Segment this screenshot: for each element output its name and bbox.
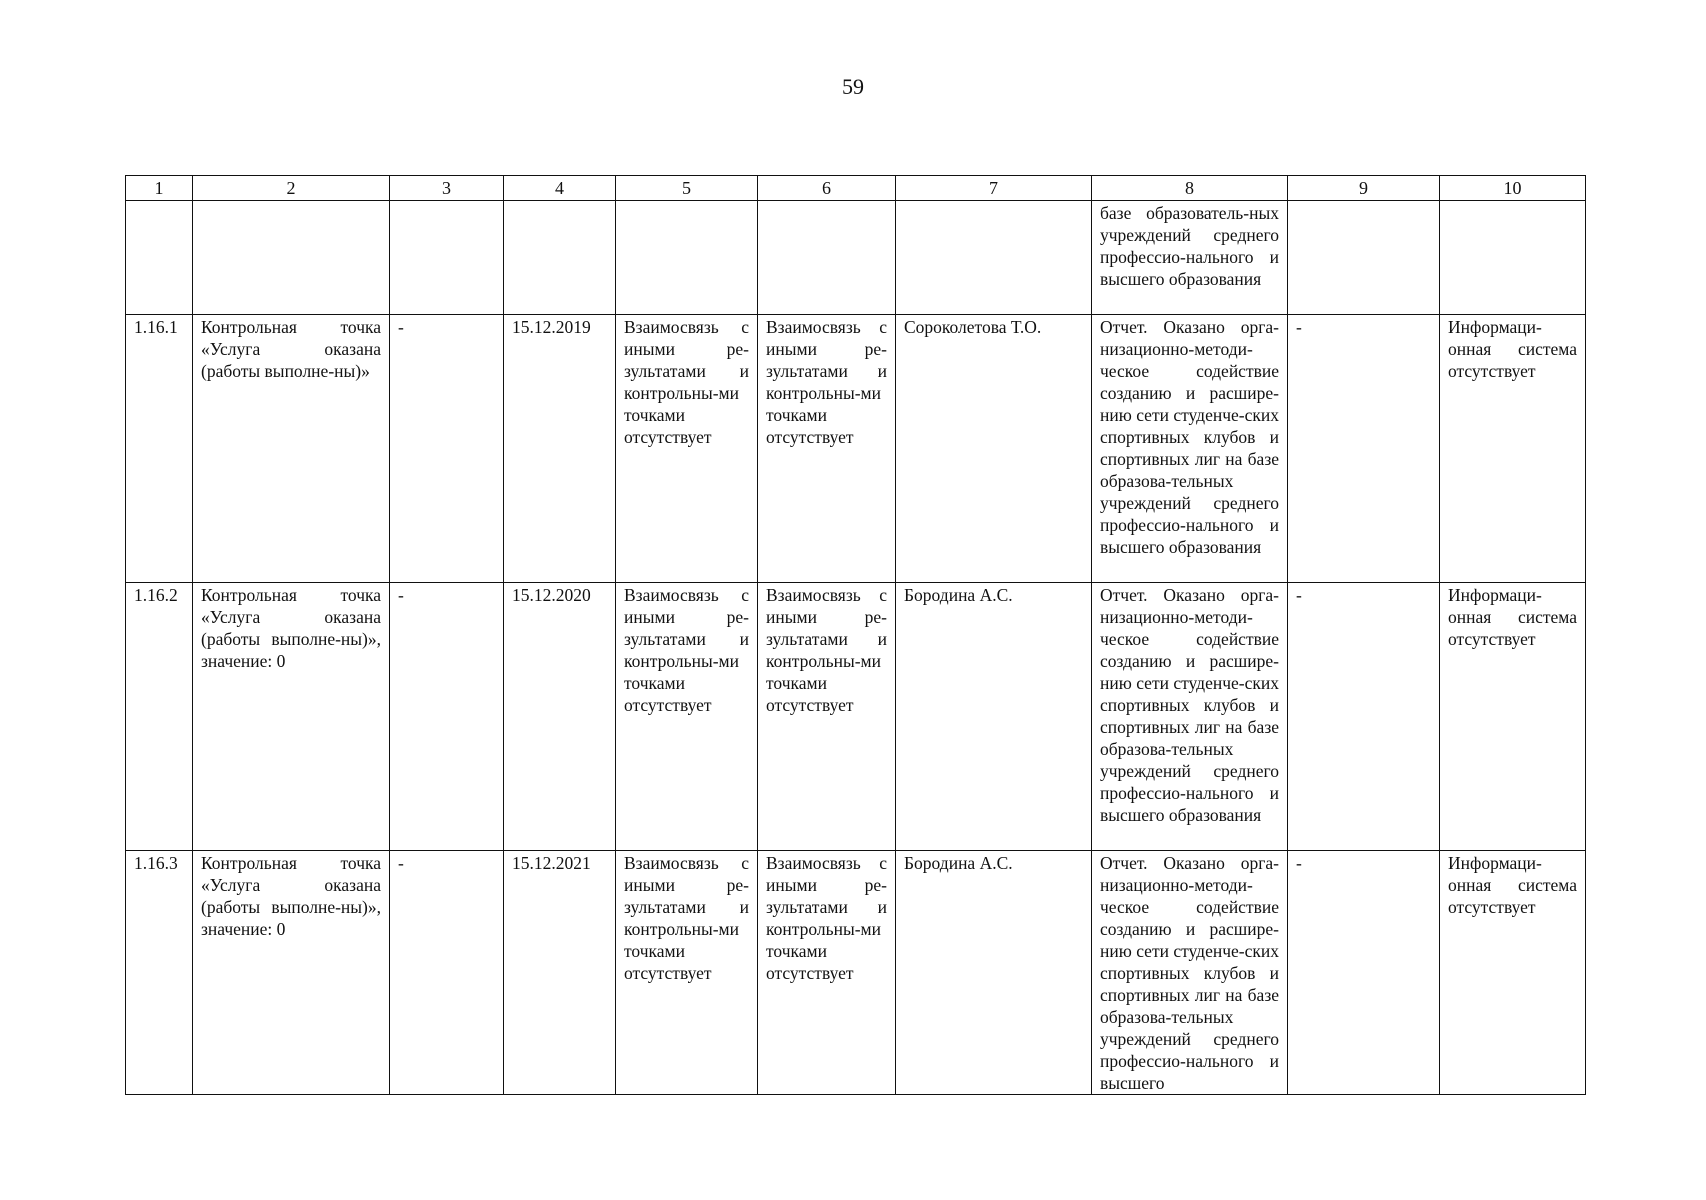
column-header: 3: [390, 176, 504, 201]
row-id: 1.16.3: [126, 851, 193, 1095]
checkpoint-name: Контрольная точка «Услуга оказана (работы выполне-ны)»: [193, 315, 390, 583]
column-header: 10: [1440, 176, 1586, 201]
relation-projects: Взаимосвязь с иными ре-зультатами и контрольны-ми точками отсутствует: [758, 851, 896, 1095]
responsible-person: Сороколетова Т.О.: [896, 315, 1092, 583]
info-system: Информаци-онная система отсутствует: [1440, 851, 1586, 1095]
col9-value: -: [1288, 583, 1440, 851]
row-id: 1.16.2: [126, 583, 193, 851]
relation-results: Взаимосвязь с иными ре-зультатами и контрольны-ми точками отсутствует: [616, 315, 758, 583]
relation-projects: Взаимосвязь с иными ре-зультатами и контрольны-ми точками отсутствует: [758, 315, 896, 583]
col9-value: -: [1288, 851, 1440, 1095]
col3-value: -: [390, 851, 504, 1095]
column-header: 1: [126, 176, 193, 201]
column-header: 9: [1288, 176, 1440, 201]
info-system: Информаци-онная система отсутствует: [1440, 315, 1586, 583]
responsible-person: Бородина А.С.: [896, 583, 1092, 851]
column-header: 7: [896, 176, 1092, 201]
table-row: [126, 315, 1586, 583]
data-table: [125, 175, 1586, 1095]
header-row: [126, 176, 1586, 201]
responsible-person: Бородина А.С.: [896, 851, 1092, 1095]
deadline-date: 15.12.2020: [504, 583, 616, 851]
col9-value: -: [1288, 315, 1440, 583]
continuation-row: [126, 201, 1586, 315]
column-header: 4: [504, 176, 616, 201]
column-header: 2: [193, 176, 390, 201]
deadline-date: 15.12.2021: [504, 851, 616, 1095]
report-cell: базе образователь-ных учреждений среднего профессио-нального и высшего образования: [1092, 201, 1288, 315]
report-cell: Отчет. Оказано орга-низационно-методи-ческое содействие созданию и расшире-нию сети студенче-ских спортивных клубов и спортивных лиг на базе образова-тельных учреждений среднего профессио-нального и высшего образования: [1092, 315, 1288, 583]
report-cell: Отчет. Оказано орга-низационно-методи-ческое содействие созданию и расшире-нию сети студенче-ских спортивных клубов и спортивных лиг на базе образова-тельных учреждений среднего профессио-нального и высшего: [1092, 851, 1288, 1095]
page-number: 59: [842, 74, 864, 99]
table-row: [126, 583, 1586, 851]
report-cell: Отчет. Оказано орга-низационно-методи-ческое содействие созданию и расшире-нию сети студенче-ских спортивных клубов и спортивных лиг на базе образова-тельных учреждений среднего профессио-нального и высшего образования: [1092, 583, 1288, 851]
checkpoint-name: Контрольная точка «Услуга оказана (работы выполне-ны)», значение: 0: [193, 583, 390, 851]
column-header: 8: [1092, 176, 1288, 201]
info-system: Информаци-онная система отсутствует: [1440, 583, 1586, 851]
relation-projects: Взаимосвязь с иными ре-зультатами и контрольны-ми точками отсутствует: [758, 583, 896, 851]
table-row: [126, 851, 1586, 1095]
checkpoint-name: Контрольная точка «Услуга оказана (работы выполне-ны)», значение: 0: [193, 851, 390, 1095]
relation-results: Взаимосвязь с иными ре-зультатами и контрольны-ми точками отсутствует: [616, 583, 758, 851]
col3-value: -: [390, 583, 504, 851]
col3-value: -: [390, 315, 504, 583]
row-id: 1.16.1: [126, 315, 193, 583]
column-header: 5: [616, 176, 758, 201]
deadline-date: 15.12.2019: [504, 315, 616, 583]
relation-results: Взаимосвязь с иными ре-зультатами и контрольны-ми точками отсутствует: [616, 851, 758, 1095]
column-header: 6: [758, 176, 896, 201]
